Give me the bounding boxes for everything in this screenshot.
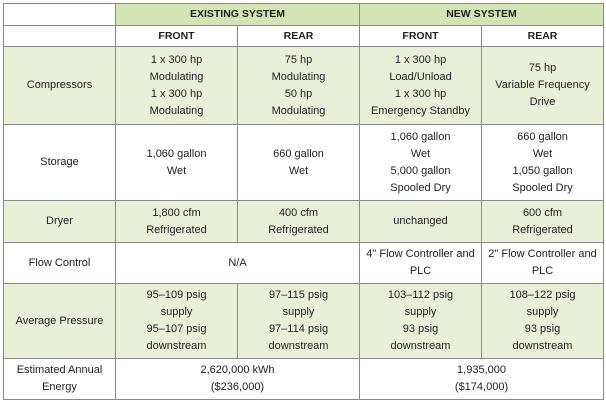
cell-line: 5,000 gallon [390, 164, 451, 177]
new-system-header: NEW SYSTEM [360, 4, 604, 26]
cell-line: 660 gallon [517, 130, 568, 143]
cell-line: 93 psig [524, 323, 561, 335]
row-label: Flow Control [4, 243, 116, 284]
cell-line: 1,060 gallon [390, 130, 451, 143]
existing-rear-header: REAR [238, 26, 360, 47]
cell-new-rear [482, 47, 604, 125]
cell-existing-merged [116, 359, 360, 400]
cell-line: 93 psig [402, 323, 439, 335]
existing-front-header: FRONT [116, 26, 238, 47]
table-row-flow-control [4, 243, 604, 284]
cell-existing-front [116, 284, 238, 359]
cell-new-rear [482, 125, 604, 201]
table-row-dryer [4, 201, 604, 243]
cell-new-front [360, 243, 482, 284]
cell-line: 600 cfm [522, 206, 563, 219]
row-label: Storage [4, 125, 116, 201]
cell-line: Spooled Dry [390, 181, 451, 194]
cell-line: Refrigerated [146, 223, 207, 236]
cell-line: Modulating [271, 104, 326, 117]
cell-new-rear [482, 201, 604, 243]
cell-line: Variable Frequency [495, 79, 590, 91]
header-row-positions [4, 26, 604, 47]
cell-line: Emergency Standby [370, 104, 471, 117]
table-row-annual-energy [4, 359, 604, 400]
cell-line: 1,050 gallon [512, 164, 573, 177]
cell-line: 1 x 300 hp [394, 53, 447, 66]
cell-line: 2,620,000 kWh [200, 364, 275, 376]
row-label [4, 359, 116, 400]
cell-line: downstream [146, 340, 207, 352]
cell-line: Refrigerated [268, 223, 329, 236]
table-row-storage [4, 125, 604, 201]
corner-cell-sub [4, 26, 116, 47]
cell-line: 1 x 300 hp [150, 53, 203, 66]
cell-existing-front [116, 201, 238, 243]
cell-line: 400 cfm [278, 206, 319, 219]
cell-new-rear [482, 243, 604, 284]
cell-line: downstream [268, 340, 329, 352]
cell-line: unchanged [393, 215, 448, 227]
cell-line: 1,800 cfm [152, 206, 201, 219]
cell-new-front [360, 47, 482, 125]
corner-cell [4, 4, 116, 26]
cell-line: 1 x 300 hp [394, 87, 447, 100]
cell-line: Load/Unload [389, 70, 452, 83]
cell-existing-rear [238, 125, 360, 201]
table-row-compressors [4, 47, 604, 125]
cell-existing-front [116, 125, 238, 201]
cell-new-merged [360, 359, 604, 400]
cell-line: Wet [410, 147, 431, 160]
row-label: Average Pressure [4, 284, 116, 359]
cell-line: 95–109 psig [146, 289, 207, 301]
cell-line: Energy [42, 381, 77, 393]
cell-line: 108–122 psig [509, 289, 576, 301]
cell-line: 75 hp [284, 53, 313, 66]
comparison-table [3, 3, 604, 400]
cell-line: Wet [288, 164, 309, 177]
cell-line: 660 gallon [273, 147, 324, 160]
cell-line: supply [526, 306, 559, 318]
cell-existing-rear [238, 47, 360, 125]
cell-line: PLC [531, 265, 554, 277]
cell-existing-rear [238, 284, 360, 359]
cell-line: supply [282, 306, 315, 318]
cell-line: Refrigerated [512, 223, 573, 236]
cell-line: ($174,000) [454, 381, 509, 393]
new-rear-header: REAR [482, 26, 604, 47]
cell-line: downstream [512, 340, 573, 352]
existing-system-header: EXISTING SYSTEM [116, 4, 360, 26]
cell-line: 97–115 psig [268, 289, 329, 301]
cell-line: 103–112 psig [387, 289, 454, 301]
cell-line: Modulating [149, 104, 204, 117]
cell-line: supply [160, 306, 193, 318]
cell-line: Spooled Dry [512, 181, 573, 194]
cell-line: 1 x 300 hp [150, 87, 203, 100]
cell-existing-rear [238, 201, 360, 243]
cell-line: ($236,000) [210, 381, 265, 393]
cell-line: Modulating [271, 70, 326, 83]
cell-new-front [360, 125, 482, 201]
cell-existing-front [116, 47, 238, 125]
cell-line: PLC [409, 265, 432, 277]
cell-line: 95–107 psig [146, 323, 207, 335]
cell-line: 50 hp [284, 87, 313, 100]
new-front-header: FRONT [360, 26, 482, 47]
cell-line: Wet [532, 147, 553, 160]
cell-line: Wet [166, 164, 187, 177]
table-row-average-pressure [4, 284, 604, 359]
cell-line: downstream [390, 340, 451, 352]
cell-existing-merged [116, 243, 360, 284]
row-label: Dryer [4, 201, 116, 243]
cell-line: 4" Flow Controller and [366, 248, 475, 260]
cell-line: 97–114 psig [268, 323, 329, 335]
cell-line: 2" Flow Controller and [488, 248, 597, 260]
row-label: Compressors [4, 47, 116, 125]
cell-new-front [360, 284, 482, 359]
cell-line: Drive [529, 96, 556, 108]
cell-line: 75 hp [528, 62, 557, 74]
cell-line: supply [404, 306, 437, 318]
cell-line: Estimated Annual [16, 364, 103, 376]
cell-line: Modulating [149, 70, 204, 83]
cell-new-rear [482, 284, 604, 359]
cell-line: N/A [228, 256, 247, 269]
cell-new-front [360, 201, 482, 243]
header-row-systems [4, 4, 604, 26]
cell-line: 1,935,000 [457, 364, 506, 376]
cell-line: 1,060 gallon [146, 147, 207, 160]
